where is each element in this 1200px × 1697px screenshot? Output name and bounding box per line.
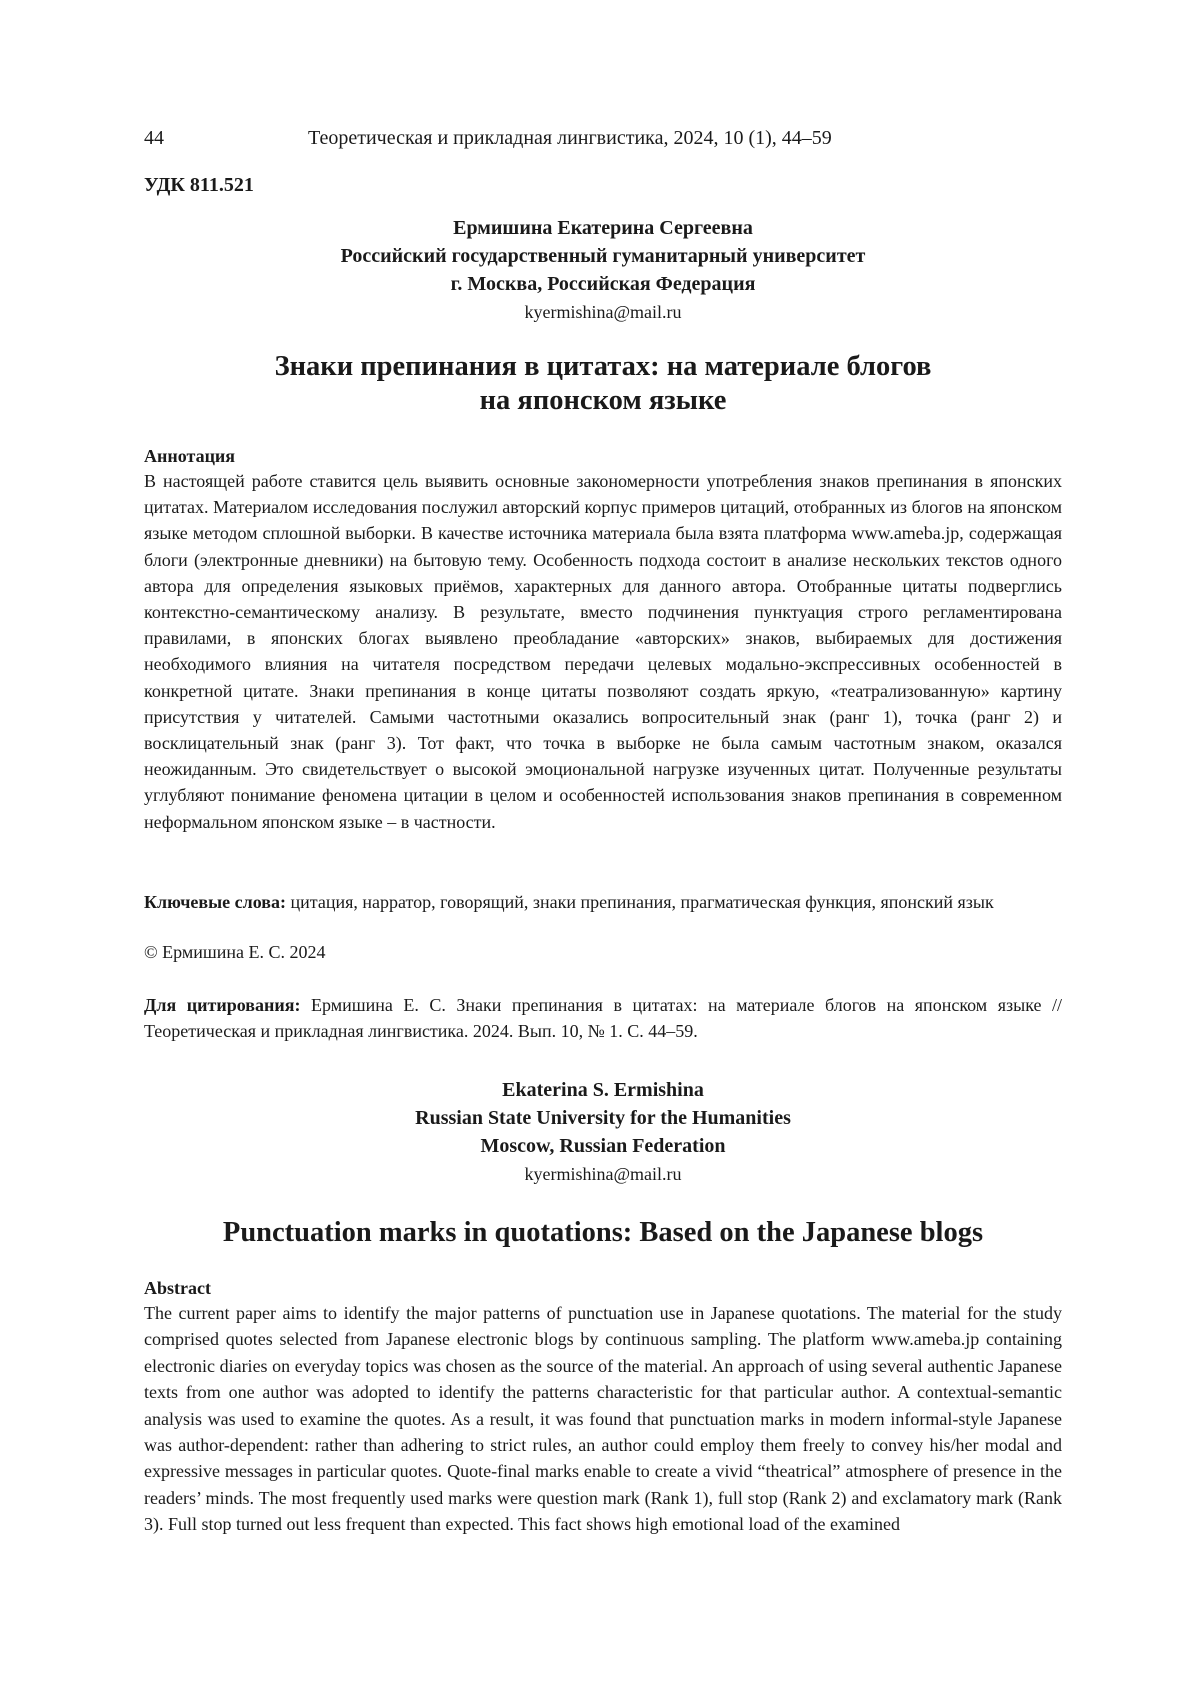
udk-code: УДК 811.521	[144, 174, 254, 196]
author-name-ru: Ермишина Екатерина Сергеевна	[453, 217, 753, 239]
keywords-text: цитация, нарратор, говорящий, знаки препинания, прагматическая функция, японский язык	[285, 892, 994, 912]
abstract-heading-ru: Аннотация	[144, 446, 236, 466]
citation-text: Ермишина Е. С. Знаки препинания в цитатах: на материале блогов на японском языке // Теоретическая и прикладная лингвистика. 2024. Вып. 10, № 1. С. 44–59.	[144, 995, 1062, 1042]
abstract-en	[144, 1276, 1062, 1538]
author-block-ru	[144, 214, 1062, 326]
citation-label: Для цитирования:	[144, 995, 301, 1015]
author-location-en: Moscow, Russian Federation	[480, 1135, 726, 1157]
abstract-text-en: The current paper aims to identify the major patterns of punctuation use in Japanese quotations. The material for the study comprised quotes selected from Japanese electronic blogs by continuous sampling. The platform www.ameba.jp containing electronic diaries on everyday topics was chosen as the source of the material. An approach of using several authentic Japanese texts from one author was adopted to identify the patterns characteristic for that particular author. A contextual-semantic analysis was used to examine the quotes. As a result, it was found that punctuation marks in modern informal-style Japanese was author-dependent: rather than adhering to strict rules, an author could employ them freely to convey his/her modal and expressive messages in particular quotes. Quote-final marks enable to create a vivid “theatrical” atmosphere of presence in the readers’ minds. The most frequently used marks were question mark (Rank 1), full stop (Rank 2) and exclamatory mark (Rank 3). Full stop turned out less frequent than expected. This fact shows high emotional load of the examined	[144, 1303, 1062, 1535]
author-name-en: Ekaterina S. Ermishina	[502, 1079, 704, 1101]
copyright-notice	[144, 939, 1062, 965]
abstract-ru	[144, 444, 1062, 835]
author-email-en: kyermishina@mail.ru	[524, 1164, 682, 1184]
author-affiliation-en: Russian State University for the Humanities	[415, 1107, 791, 1129]
author-location-ru: г. Москва, Российская Федерация	[450, 273, 756, 295]
journal-title: Теоретическая и прикладная лингвистика, 2024, 10 (1), 44–59	[308, 127, 832, 149]
article-title-ru-line2: на японском языке	[479, 385, 727, 416]
copyright-text: © Ермишина Е. С. 2024	[144, 942, 326, 962]
page-number: 44	[144, 127, 164, 149]
keywords-label: Ключевые слова:	[144, 892, 286, 912]
keywords-ru	[144, 889, 1062, 915]
abstract-text-ru: В настоящей работе ставится цель выявить основные закономерности употребления знаков препинания в японских цитатах. Материалом исследования послужил авторский корпус примеров цитаций, отобранных из блогов на японском языке методом сплошной выборки. В качестве источника материала была взята платформа www.ameba.jp, содержащая блоги (электронные дневники) на бытовую тему. Особенность подхода состоит в анализе нескольких текстов одного автора для определения языковых приёмов, характерных для данного автора. Отобранные цитаты подверглись контекстно-семантическому анализу. В результате, вместо подчинения пунктуация строго регламентирована правилами, в японских блогах выявлено преобладание «авторских» знаков, выбираемых для достижения необходимого влияния на читателя посредством передачи целевых модально-экспрессивных особенностей в конкретной цитате. Знаки препинания в конце цитаты позволяют создать яркую, «театрализованную» картину присутствия у читателей. Самыми частотными оказались вопросительный знак (ранг 1), точка (ранг 2) и восклицательный знак (ранг 3). Тот факт, что точка в выборке не была самым частотным знаком, оказался неожиданным. Это свидетельствует о высокой эмоциональной нагрузке изученных цитат. Полученные результаты углубляют понимание феномена цитации в целом и особенностей использования знаков препинания в современном неформальном японском языке – в частности.	[144, 471, 1062, 832]
article-title-en: Punctuation marks in quotations: Based on the Japanese blogs	[222, 1217, 984, 1248]
article-title-ru	[144, 350, 1062, 418]
citation-block	[144, 992, 1062, 1044]
article-title-ru-line1: Знаки препинания в цитатах: на материале блогов	[274, 351, 932, 382]
author-block-en	[144, 1076, 1062, 1188]
abstract-heading-en: Abstract	[144, 1278, 211, 1298]
author-email-ru: kyermishina@mail.ru	[524, 302, 682, 322]
author-affiliation-ru: Российский государственный гуманитарный университет	[340, 245, 866, 267]
